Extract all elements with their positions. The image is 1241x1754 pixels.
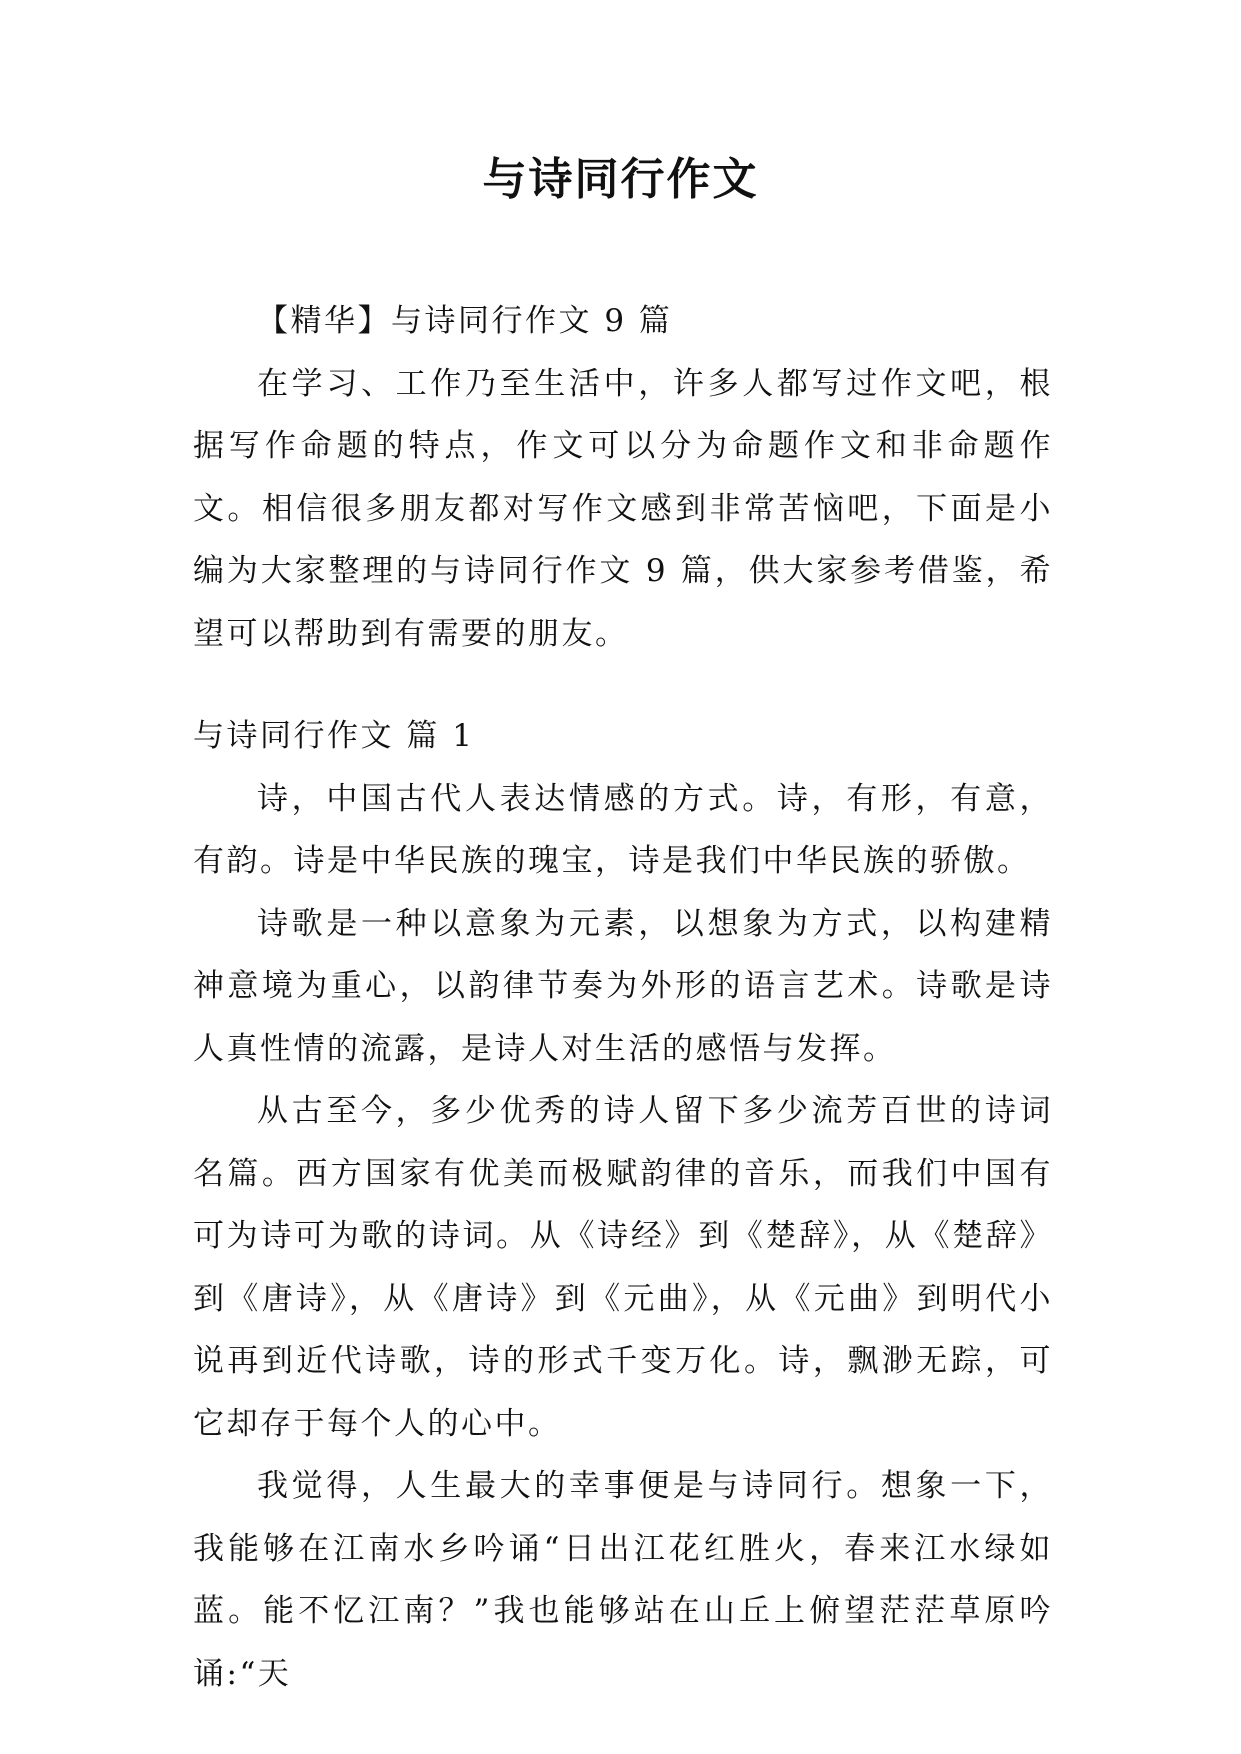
- paragraph: 从古至今，多少优秀的诗人留下多少流芳百世的诗词名篇。西方国家有优美而极赋韵律的音乐，而我们中国有可为诗可为歌的诗词。从《诗经》到《楚辞》，从《楚辞》到《唐诗》，从《唐诗》到《元曲》，从《元曲》到明代小说再到近代诗歌，诗的形式千变万化。诗，飘渺无踪，可它却存于每个人的心中。: [193, 1093, 1053, 1442]
- paragraph: 我觉得，人生最大的幸事便是与诗同行。想象一下，我能够在江南水乡吟诵“日出江花红胜火，春来江水绿如蓝。能不忆江南？”我也能够站在山丘上俯望茫茫草原吟诵:“天: [193, 1468, 1053, 1692]
- paragraph: 诗歌是一种以意象为元素，以想象为方式，以构建精神意境为重心，以韵律节奏为外形的语言艺术。诗歌是诗人真性情的流露，是诗人对生活的感悟与发挥。: [193, 905, 1053, 1067]
- spacer: [193, 665, 1053, 705]
- document-body: [193, 290, 1053, 1705]
- paragraph: 诗，中国古代人表达情感的方式。诗，有形，有意，有韵。诗是中华民族的瑰宝，诗是我们中华民族的骄傲。: [193, 780, 1053, 879]
- section-heading: 与诗同行作文 篇 1: [193, 718, 475, 754]
- subtitle: 【精华】与诗同行作文 9 篇: [257, 303, 673, 339]
- page-title: 与诗同行作文: [482, 154, 759, 205]
- intro-paragraph: 在学习、工作乃至生活中，许多人都写过作文吧，根据写作命题的特点，作文可以分为命题作文和非命题作文。相信很多朋友都对写作文感到非常苦恼吧，下面是小编为大家整理的与诗同行作文 9 篇，供大家参考借鉴，希望可以帮助到有需要的朋友。: [193, 365, 1053, 652]
